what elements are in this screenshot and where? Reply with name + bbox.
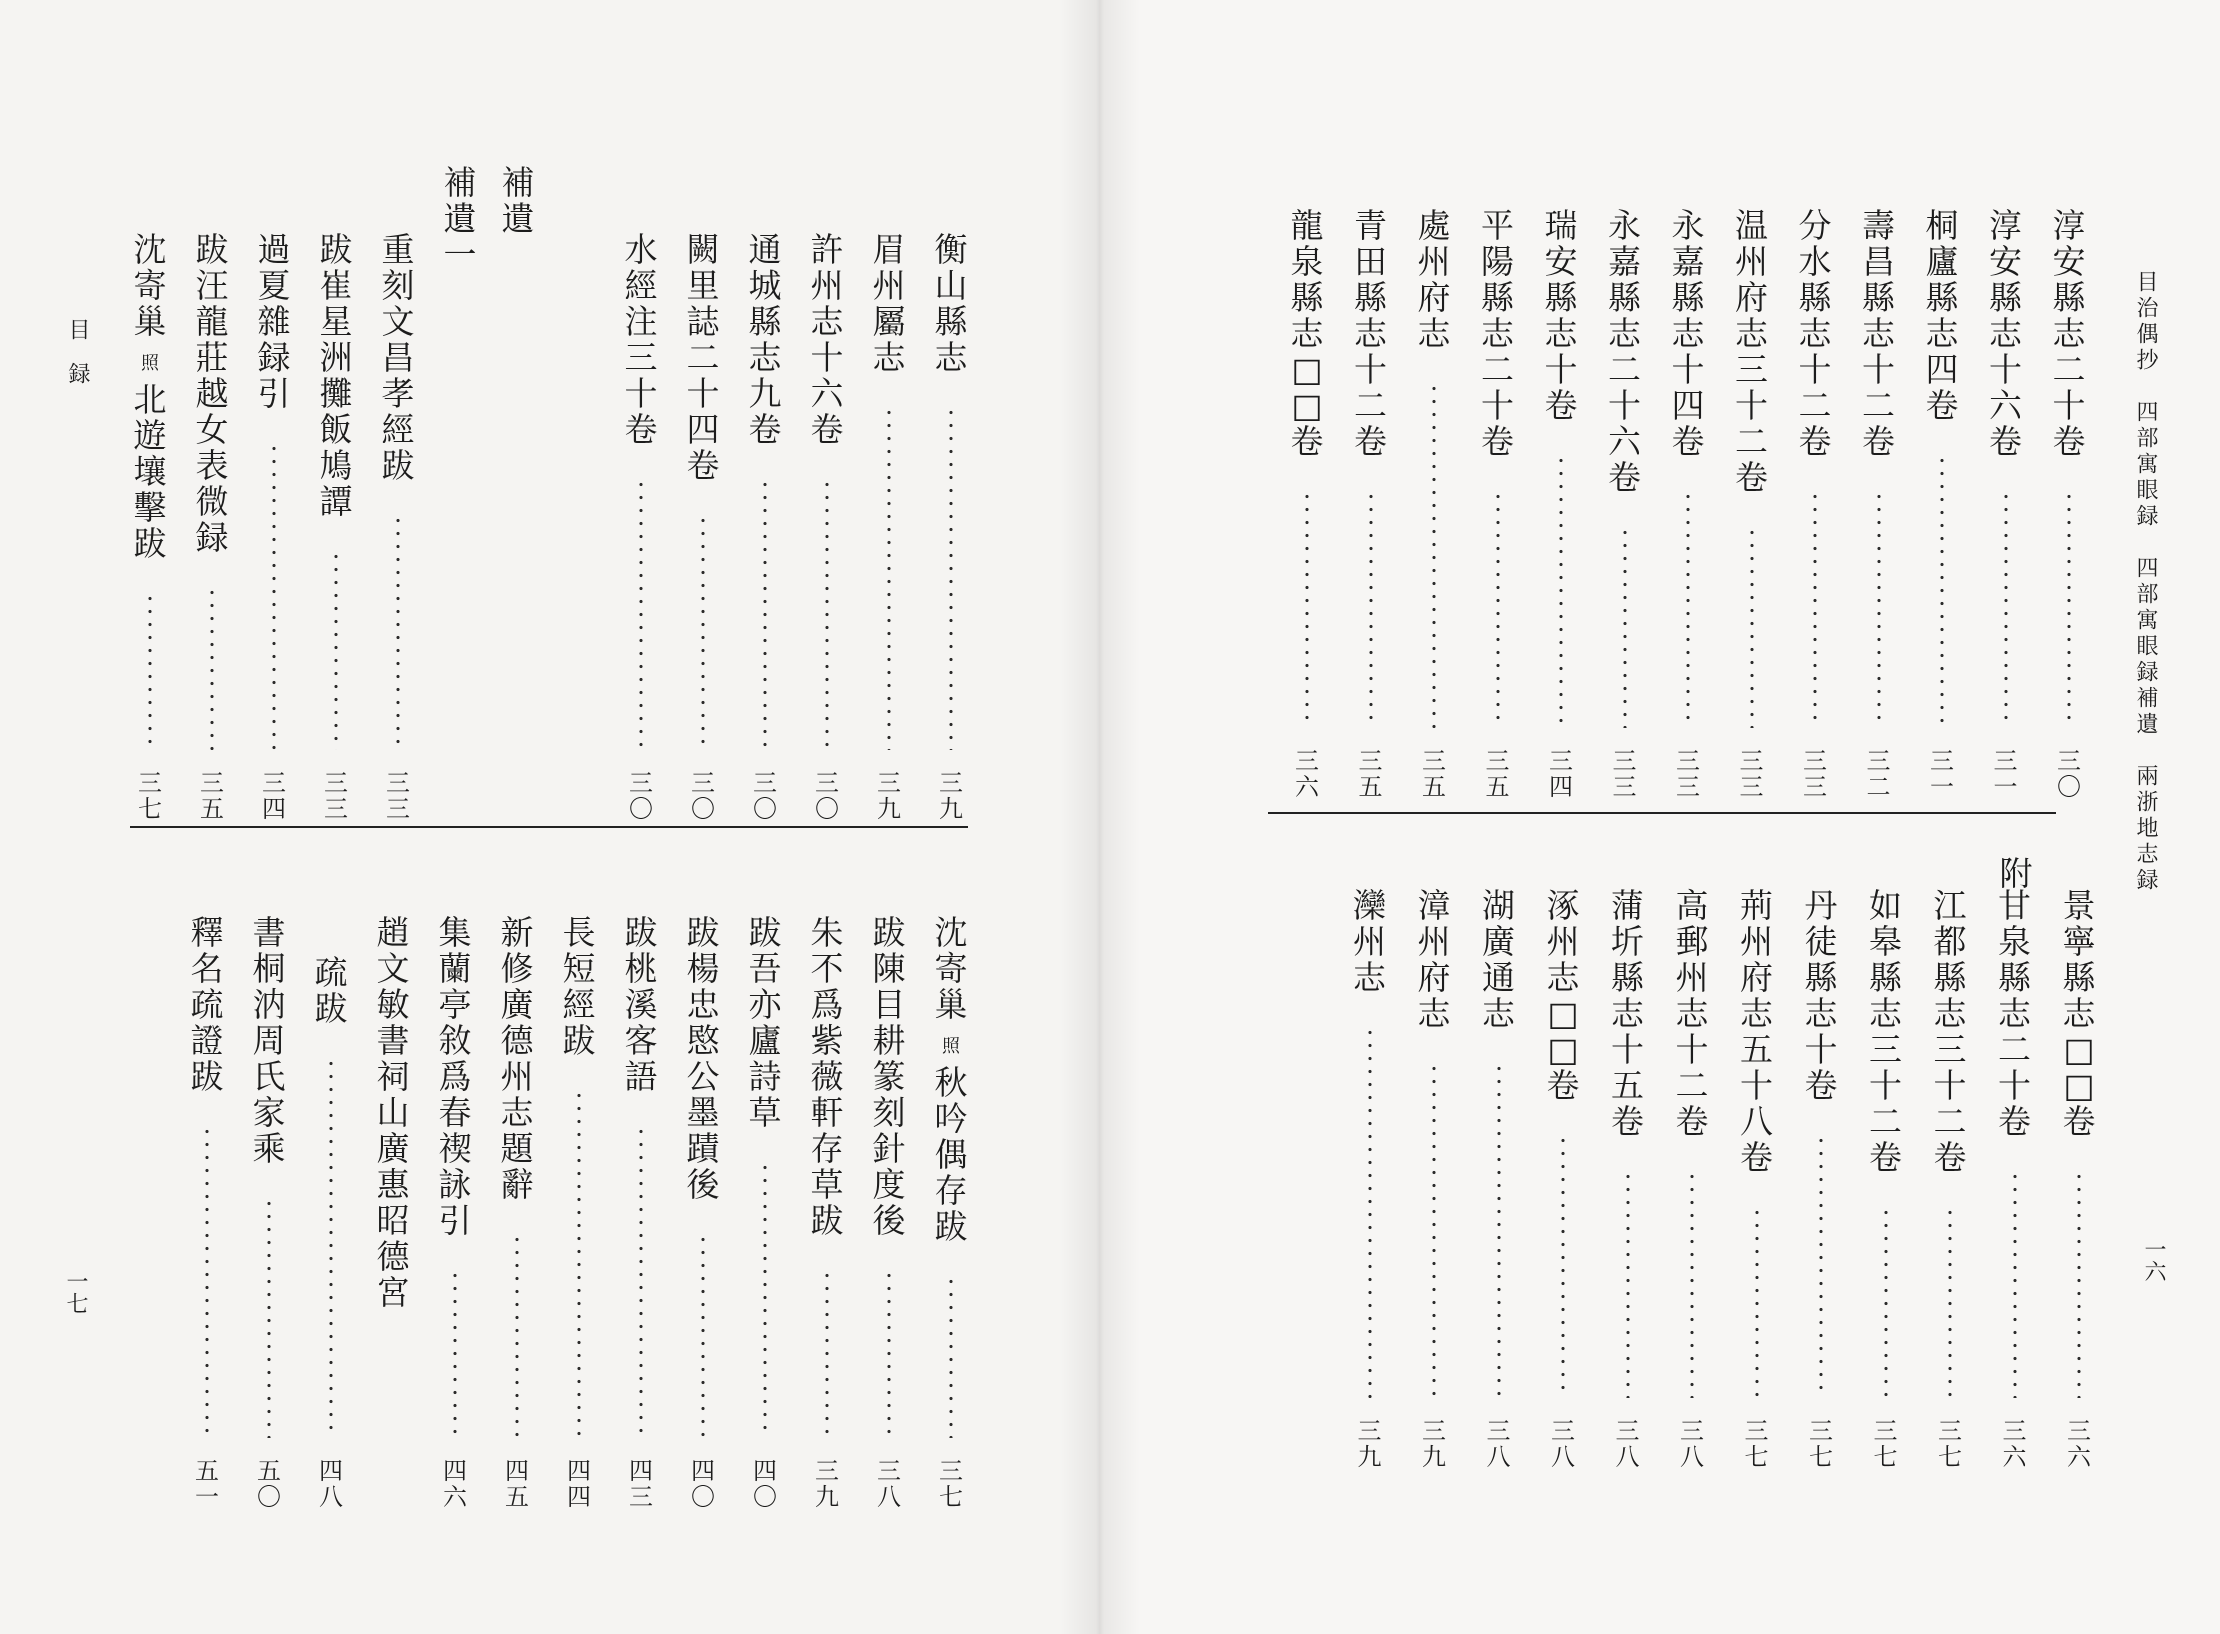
toc-entry: [191, 230, 233, 823]
dot-leader: [1686, 490, 1690, 728]
entry-title: 跋楊忠愍公墨蹟後: [686, 913, 720, 1204]
entry-page-number: 四六: [443, 1457, 467, 1511]
toc-entry: [1607, 886, 1649, 1471]
dot-leader: [763, 478, 767, 750]
entry-page-number: 三九: [1422, 1417, 1446, 1471]
toc-entry: [1994, 886, 2036, 1471]
dot-leader: [1626, 1170, 1630, 1398]
entry-page-number: 四〇: [691, 1457, 715, 1511]
entry-page-number: 四三: [629, 1457, 653, 1511]
toc-entry: [1929, 886, 1971, 1471]
entry-title: 蒲圻縣志十五卷: [1611, 886, 1644, 1141]
dot-leader: [1690, 1170, 1694, 1398]
entry-page-number: 三九: [815, 1457, 839, 1511]
entry-page-number: 三八: [1680, 1417, 1704, 1471]
entry-page-number: 三七: [138, 769, 162, 823]
entry-title: 重刻文昌孝經跋: [381, 230, 415, 485]
entry-title: 壽昌縣志十二卷: [1862, 206, 1895, 461]
dot-leader: [1497, 1062, 1501, 1398]
entry-page-number: 三〇: [2057, 747, 2081, 801]
entry-title-annotation: 照: [942, 1036, 960, 1057]
toc-entry: [930, 913, 972, 1511]
entry-page-number: 三七: [1873, 1417, 1898, 1471]
toc-entry: [682, 913, 724, 1511]
entry-page-number: 三八: [1486, 1417, 1511, 1471]
entry-title: 衡山縣志: [934, 230, 968, 377]
entry-page-number: 三三: [1739, 747, 1764, 801]
entry-title: 集蘭亭敘爲春禊詠引: [438, 913, 472, 1240]
entry-page-number: 三三: [1612, 747, 1637, 801]
toc-entry: [620, 913, 662, 1511]
entry-title: 通城縣志九卷: [748, 230, 782, 449]
dot-leader: [1813, 490, 1817, 728]
toc-entry: [248, 913, 290, 1511]
entry-title-main: 沈寄巢: [133, 230, 167, 341]
toc-entry: [744, 913, 786, 1511]
entry-page-number: 三九: [877, 769, 901, 823]
toc-entry: [1667, 206, 1709, 801]
entry-title-rest: 秋吟偶存跋: [934, 1063, 968, 1246]
toc-entry: [868, 913, 910, 1511]
entry-title: 長短經跋: [562, 913, 596, 1060]
entry-title-rest: 北遊壤擊跋: [133, 380, 167, 563]
toc-entry: [806, 913, 848, 1511]
entry-title: 跋汪龍莊越女表微録: [195, 230, 229, 557]
entry-title: 書桐汭周氏家乘: [252, 913, 286, 1168]
supplement-heading: 補遺: [501, 163, 535, 238]
entry-title: 淳安縣志十六卷: [1989, 206, 2022, 461]
entry-title: 處州府志: [1417, 206, 1451, 353]
entry-title: 跋崔星洲攤飯鳩譚: [319, 230, 353, 521]
dot-leader: [1755, 1206, 1759, 1398]
dot-leader: [1559, 454, 1563, 728]
toc-entry: [310, 953, 352, 1511]
entry-page-number: 三五: [1358, 747, 1383, 801]
entry-title: 青田縣志十二卷: [1354, 206, 1387, 461]
entry-title: 湖廣通志: [1482, 886, 1515, 1033]
dot-leader: [1819, 1134, 1823, 1398]
entry-title: 水經注三十卷: [624, 230, 658, 449]
entry-title: 許州志十六卷: [810, 230, 844, 449]
toc-entry: [1286, 206, 1328, 801]
dot-leader: [267, 1197, 271, 1438]
entry-title: 丹徒縣志十卷: [1804, 886, 1838, 1105]
entry-title-main: 沈寄巢: [934, 913, 968, 1024]
entry-title: 新修廣德州志題辭: [500, 913, 534, 1204]
toc-entry: [2058, 886, 2100, 1471]
toc-entry: [1731, 206, 1773, 801]
toc-entry: [1921, 206, 1963, 801]
toc-entry: [682, 230, 724, 823]
toc-entry: [1413, 206, 1455, 801]
dot-leader: [887, 1269, 891, 1438]
entry-page-number: 三一: [1993, 747, 2018, 801]
appendix-heading: 附: [1999, 854, 2033, 893]
entry-page-number: 三七: [1938, 1417, 1962, 1471]
toc-entry: [377, 230, 419, 823]
entry-title: 永嘉縣志十四卷: [1671, 206, 1705, 461]
entry-title: 分水縣志十二卷: [1798, 206, 1832, 461]
dot-leader: [2077, 1170, 2081, 1398]
entry-title: 平陽縣志二十卷: [1481, 206, 1514, 461]
entry-title: 江都縣志三十二卷: [1933, 886, 1967, 1177]
dot-leader: [2004, 490, 2008, 728]
entry-title: 眉州屬志: [872, 230, 906, 377]
toc-entry: [1540, 206, 1582, 801]
dot-leader: [1750, 526, 1754, 728]
entry-page-number: 三九: [1357, 1417, 1382, 1471]
entry-page-number: 三〇: [753, 769, 777, 823]
toc-entry: [129, 230, 171, 823]
dot-leader: [1368, 1026, 1372, 1398]
dot-leader: [825, 478, 829, 750]
entry-title: 釋名疏證跋: [190, 913, 224, 1096]
entry-page-number: 三〇: [629, 769, 653, 823]
entry-title: 桐廬縣志四卷: [1925, 206, 1959, 425]
dot-leader: [329, 1057, 333, 1438]
entry-page-number: 三七: [939, 1457, 963, 1511]
entry-page-number: 三三: [1803, 747, 1827, 801]
entry-page-number: 三四: [262, 769, 286, 823]
entry-page-number: 三〇: [691, 769, 715, 823]
dot-leader: [210, 586, 214, 750]
dot-leader: [949, 406, 953, 750]
right-folio: 一六: [2141, 1238, 2166, 1282]
dot-leader: [1561, 1134, 1565, 1398]
entry-title: 過夏雜録引: [257, 230, 291, 413]
entry-title: 跋陳目耕篆刻針度後: [872, 913, 906, 1240]
entry-title-annotation: 照: [141, 353, 159, 374]
dot-leader: [825, 1269, 829, 1438]
entry-page-number: 三七: [1809, 1417, 1833, 1471]
toc-entry: [1478, 886, 1520, 1471]
toc-entry: [1542, 886, 1584, 1471]
left-section-label: 目録: [65, 318, 90, 406]
dot-leader: [639, 1125, 643, 1438]
entry-title: 高郵州志十二卷: [1675, 886, 1709, 1141]
entry-page-number: 五一: [195, 1457, 219, 1511]
toc-entry: [744, 230, 786, 823]
dot-leader: [1432, 382, 1436, 728]
entry-title: 瑞安縣志十卷: [1544, 206, 1578, 425]
entry-title: 龍泉縣志□□卷: [1290, 206, 1324, 461]
entry-page-number: 三九: [939, 769, 963, 823]
entry-title: 跋桃溪客語: [624, 913, 658, 1096]
entry-page-number: 三八: [1551, 1417, 1575, 1471]
entry-title: 景寧縣志□□卷: [2062, 886, 2096, 1141]
dot-leader: [1940, 454, 1944, 728]
dot-leader: [205, 1125, 209, 1438]
toc-entry: [1604, 206, 1646, 801]
toc-entry: [1865, 886, 1907, 1471]
toc-entry: [558, 913, 600, 1511]
dot-leader: [577, 1089, 581, 1438]
entry-title: 温州府志三十二卷: [1735, 206, 1768, 497]
dot-leader: [1496, 490, 1500, 728]
dot-leader: [396, 514, 400, 750]
toc-entry: [1477, 206, 1519, 801]
toc-entry: [868, 230, 910, 823]
dot-leader: [763, 1161, 767, 1438]
entry-page-number: 三六: [2002, 1417, 2027, 1471]
entry-page-number: 四〇: [753, 1457, 777, 1511]
left-divider: [130, 826, 968, 828]
entry-page-number: 三二: [1866, 747, 1891, 801]
toc-entry: [1349, 886, 1391, 1471]
entry-title: [132, 232, 168, 562]
toc-entry: [496, 913, 538, 1511]
toc-entry: [434, 913, 476, 1511]
entry-page-number: 三三: [324, 769, 348, 823]
entry-title: 闕里誌二十四卷: [686, 230, 720, 485]
entry-page-number: 三〇: [815, 769, 839, 823]
toc-entry: [620, 230, 662, 823]
toc-entry: [372, 915, 414, 1311]
entry-title: 朱不爲紫薇軒存草跋: [810, 913, 844, 1240]
entry-page-number: 四五: [505, 1457, 529, 1511]
dot-leader: [2067, 490, 2071, 728]
entry-page-number: 三七: [1744, 1417, 1769, 1471]
toc-entry: [1858, 206, 1900, 801]
entry-title: 灤州志: [1353, 886, 1386, 997]
entry-title: 荊州府志五十八卷: [1740, 886, 1773, 1177]
entry-title: 疏跋: [314, 953, 348, 1028]
toc-entry: [930, 230, 972, 823]
toc-entry: [1985, 206, 2027, 801]
entry-title: 永嘉縣志二十六卷: [1608, 206, 1641, 497]
dot-leader: [1305, 490, 1309, 728]
entry-title: [933, 915, 969, 1245]
entry-title: 甘泉縣志二十卷: [1998, 886, 2031, 1141]
entry-page-number: 四八: [319, 1457, 343, 1511]
toc-entry: [1350, 206, 1392, 801]
entry-page-number: 三八: [1615, 1417, 1640, 1471]
dot-leader: [949, 1275, 953, 1438]
dot-leader: [515, 1233, 519, 1438]
entry-page-number: 三五: [200, 769, 224, 823]
entry-title: 跋吾亦廬詩草: [748, 913, 782, 1132]
supplement-one-heading: 補遺一: [443, 163, 477, 274]
entry-page-number: 三一: [1930, 747, 1954, 801]
entry-title: 趙文敏書祠山廣惠昭德宮: [376, 913, 410, 1312]
entry-title: 淳安縣志二十卷: [2052, 206, 2086, 461]
entry-page-number: 四四: [567, 1457, 591, 1511]
entry-page-number: 三八: [877, 1457, 901, 1511]
entry-page-number: 三六: [2067, 1417, 2091, 1471]
entry-page-number: 五〇: [257, 1457, 281, 1511]
entry-title: 如皋縣志三十二卷: [1869, 886, 1902, 1177]
dot-leader: [1623, 526, 1627, 728]
dot-leader: [1877, 490, 1881, 728]
entry-title: 涿州志□□卷: [1546, 886, 1580, 1105]
running-head: 目治偶抄 四部寓眼録 四部寓眼録補遺 兩浙地志録: [2133, 270, 2158, 894]
dot-leader: [701, 1233, 705, 1438]
dot-leader: [453, 1269, 457, 1438]
entry-page-number: 三三: [1676, 747, 1700, 801]
entry-page-number: 三五: [1485, 747, 1510, 801]
dot-leader: [334, 550, 338, 750]
toc-entry: [315, 230, 357, 823]
dot-leader: [2013, 1170, 2017, 1398]
right-divider: [1268, 812, 2056, 814]
entry-page-number: 三三: [386, 769, 410, 823]
entry-page-number: 三四: [1549, 747, 1573, 801]
dot-leader: [272, 442, 276, 750]
toc-entry: [806, 230, 848, 823]
dot-leader: [639, 478, 643, 750]
toc-entry: [2048, 206, 2090, 801]
toc-entry: [1736, 886, 1778, 1471]
entry-title: 漳州府志: [1417, 886, 1451, 1033]
toc-entry: [186, 913, 228, 1511]
dot-leader: [887, 406, 891, 750]
toc-entry: [253, 230, 295, 823]
left-folio: 一七: [63, 1270, 88, 1314]
dot-leader: [1369, 490, 1373, 728]
entry-page-number: 三六: [1295, 747, 1319, 801]
dot-leader: [1884, 1206, 1888, 1398]
entry-page-number: 三五: [1422, 747, 1446, 801]
toc-entry: [1800, 886, 1842, 1471]
dot-leader: [701, 514, 705, 750]
dot-leader: [148, 592, 152, 750]
toc-entry: [1794, 206, 1836, 801]
dot-leader: [1948, 1206, 1952, 1398]
toc-entry: [1671, 886, 1713, 1471]
toc-entry: [1413, 886, 1455, 1471]
dot-leader: [1432, 1062, 1436, 1398]
